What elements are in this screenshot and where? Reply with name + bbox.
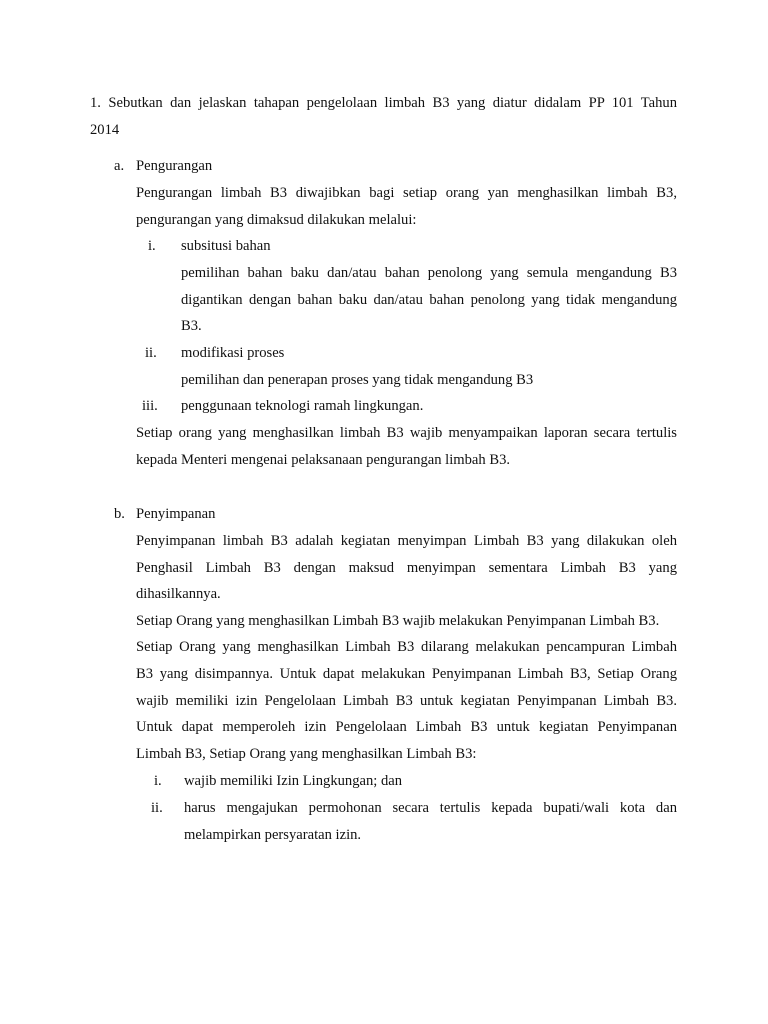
- question: [90, 90, 677, 143]
- section-a-intro-line-2: pengurangan yang dimaksud dilakukan melalui:: [136, 211, 417, 228]
- paragraph-line: dihasilkannya.: [136, 586, 221, 603]
- paragraph-line: Setiap Orang yang menghasilkan Limbah B3 dilarang melakukan pencampuran Limbah: [136, 639, 677, 656]
- section-a-item-2-desc: [181, 367, 677, 394]
- paragraph-line: Penyimpanan limbah B3 adalah kegiatan menyimpan Limbah B3 yang dilakukan oleh: [136, 533, 677, 549]
- list-item-text-line: harus mengajukan permohonan secara tertulis kepada bupati/wali kota dan: [184, 800, 677, 816]
- section-a-intro-line-1: Pengurangan limbah B3 diwajibkan bagi setiap orang yan menghasilkan limbah B3,: [136, 185, 677, 201]
- paragraph-line: Setiap Orang yang menghasilkan Limbah B3 wajib melakukan Penyimpanan Limbah B3.: [136, 612, 660, 629]
- section-b-title: Penyimpanan: [136, 506, 216, 522]
- list-marker: ii.: [151, 800, 163, 816]
- list-item-desc-line: B3.: [181, 318, 202, 335]
- question-text: Sebutkan dan jelaskan tahapan pengelolaan limbah B3 yang diatur didalam PP 101 Tahun: [108, 95, 677, 111]
- section-a-closing-line-1: Setiap orang yang menghasilkan limbah B3 wajib menyampaikan laporan secara tertulis: [136, 425, 677, 441]
- section-a-closing: [136, 420, 677, 473]
- list-item-title: subsitusi bahan: [181, 238, 271, 254]
- list-item-text-line: melampirkan persyaratan izin.: [184, 826, 362, 843]
- paragraph-line: Limbah B3, Setiap Orang yang menghasilkan Limbah B3:: [136, 745, 477, 762]
- section-b-paragraph: [136, 528, 677, 767]
- paragraph-line: Untuk dapat memperoleh izin Pengelolaan Limbah B3 untuk kegiatan Penyimpanan: [136, 719, 677, 736]
- list-marker: ii.: [145, 345, 157, 361]
- question-line-1: [90, 90, 677, 117]
- list-item-desc-line: digantikan dengan bahan baku dan/atau bahan penolong yang tidak mengandung: [181, 291, 677, 308]
- list-item-desc-line: pemilihan dan penerapan proses yang tidak mengandung B3: [181, 372, 534, 388]
- question-number: 1.: [90, 95, 101, 111]
- list-marker: iii.: [142, 398, 158, 414]
- paragraph-line: B3 yang disimpannya. Untuk dapat melakukan Penyimpanan Limbah B3, Setiap Orang: [136, 665, 677, 682]
- list-marker: i.: [148, 238, 156, 254]
- paragraph-line: Penghasil Limbah B3 dengan maksud menyimpan sementara Limbah B3 yang: [136, 559, 677, 576]
- section-a-intro: [136, 180, 677, 233]
- paragraph-line: wajib memiliki izin Pengelolaan Limbah B3 untuk kegiatan Penyimpanan Limbah B3.: [136, 692, 677, 709]
- list-item-text: wajib memiliki Izin Lingkungan; dan: [184, 773, 403, 789]
- question-line-2: 2014: [90, 121, 120, 138]
- section-b-marker: b.: [114, 506, 125, 522]
- section-a-closing-line-2: kepada Menteri mengenai pelaksanaan pengurangan limbah B3.: [136, 451, 511, 468]
- list-item-title: modifikasi proses: [181, 345, 285, 361]
- list-marker: i.: [154, 773, 162, 789]
- section-a-item-1-desc: [181, 260, 677, 340]
- section-a-title: Pengurangan: [136, 158, 213, 174]
- list-item-desc-line: pemilihan bahan baku dan/atau bahan penolong yang semula mengandung B3: [181, 265, 677, 281]
- section-a-marker: a.: [114, 158, 125, 174]
- section-b-item-2-text: [184, 795, 677, 848]
- list-item-title: penggunaan teknologi ramah lingkungan.: [181, 398, 424, 414]
